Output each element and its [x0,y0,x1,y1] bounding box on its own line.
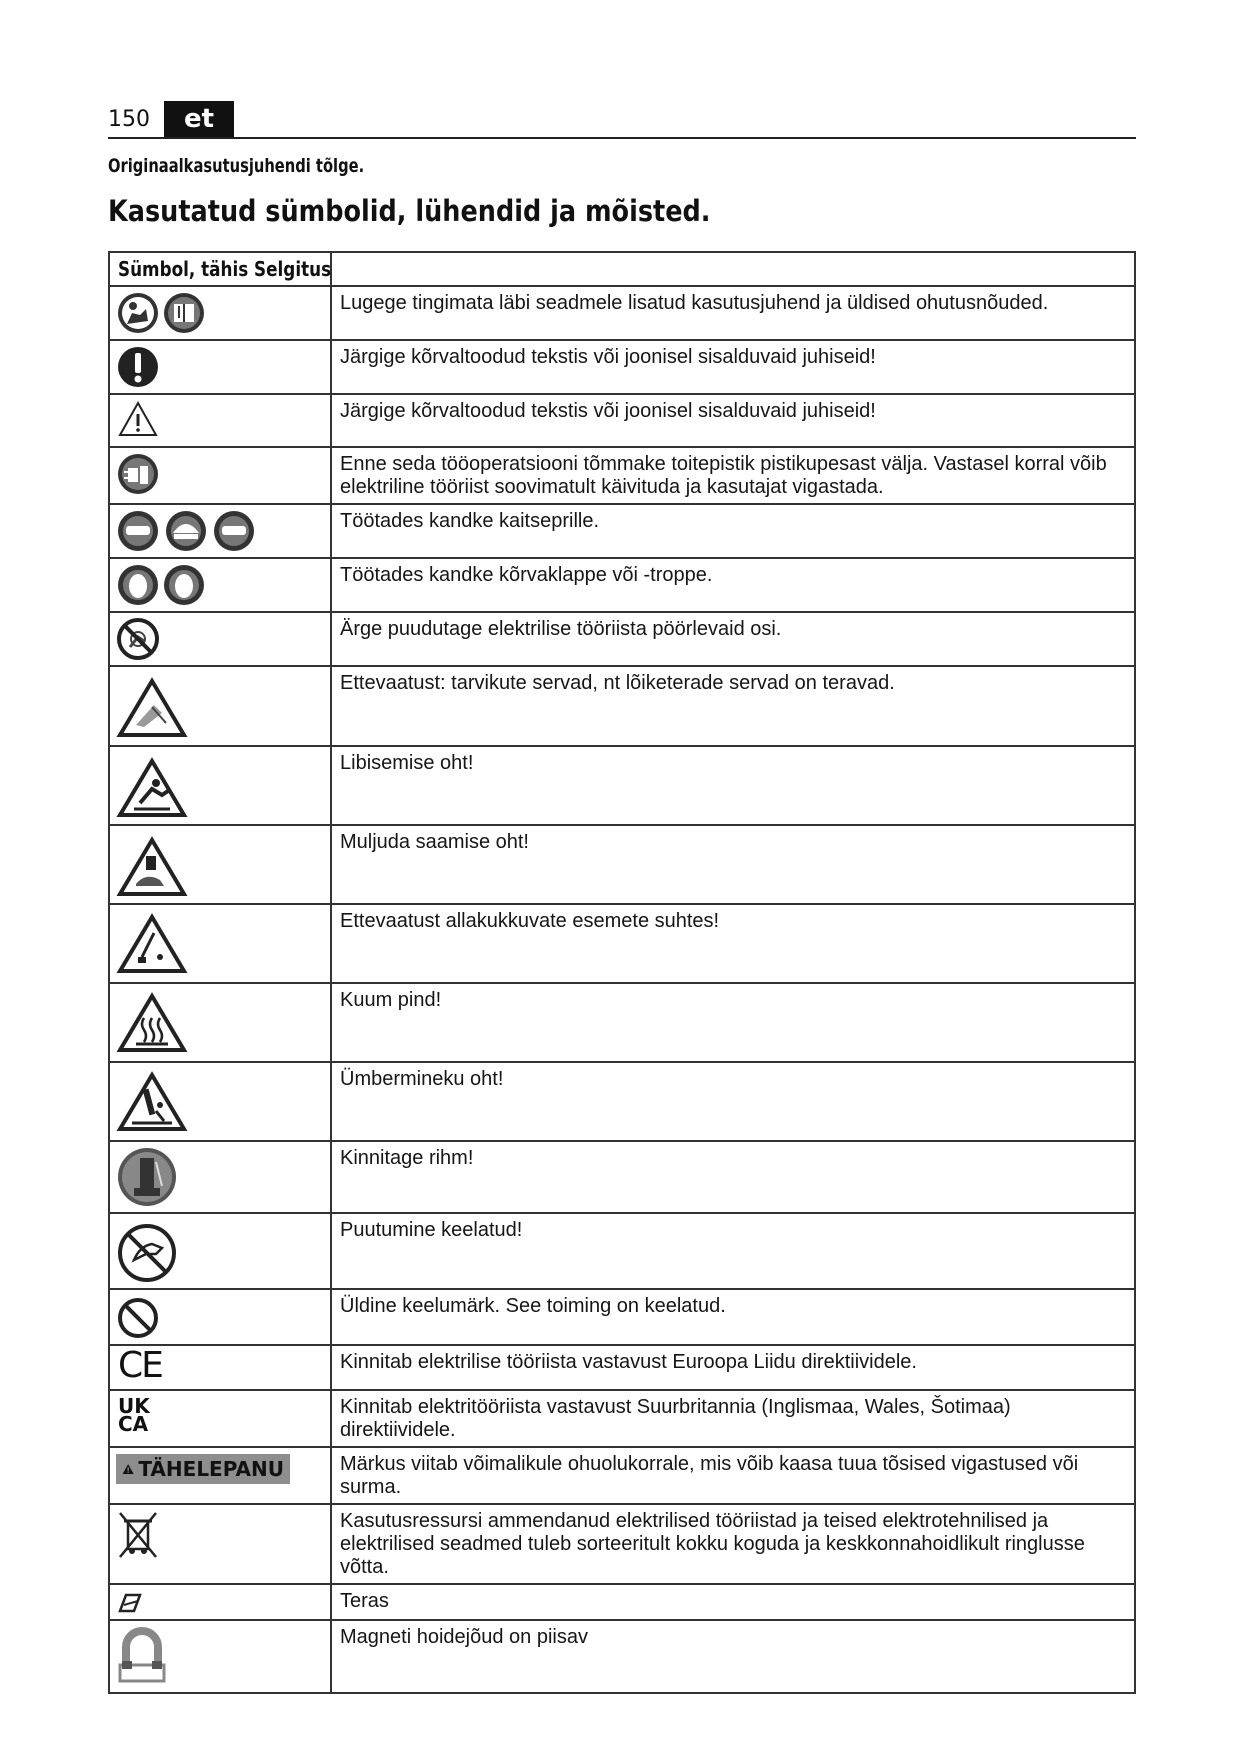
row-description: Libisemise oht! [331,746,1135,825]
symbols-table [108,251,1136,1694]
exclamation-icon [116,345,160,389]
row-description: Teras [331,1584,1135,1620]
page-number: 150 [108,107,150,132]
table-row [109,1447,1135,1504]
table-row [109,340,1135,394]
table-row [109,904,1135,983]
table-row [109,825,1135,904]
ukca-mark-icon: UK CA [118,1394,150,1436]
tipping-icon [116,1071,188,1133]
table-row [109,286,1135,340]
read-manual-icon [116,291,208,335]
row-description: Kinnitab elektritööriista vastavust Suurbritannia (Inglismaa, Wales, Šotimaa) direktiividele. [331,1390,1135,1447]
attention-label-icon: TÄHELEPANU [116,1454,290,1484]
document-subtitle: Originaalkasutusjuhendi tõlge. [108,155,365,177]
table-header-cell: Sümbol, tähis Selgitus [109,252,331,286]
steel-icon [116,1591,144,1615]
unplug-icon [116,452,160,496]
row-description: Lugege tingimata läbi seadmele lisatud kasutusjuhend ja üldised ohutusnõuded. [331,286,1135,340]
table-row [109,612,1135,666]
row-description: Järgige kõrvaltoodud tekstis või joonisel sisalduvaid juhiseid! [331,340,1135,394]
prohibition-icon [116,1296,160,1340]
no-touching-icon [116,1222,178,1284]
fasten-strap-icon [116,1146,178,1208]
crushing-icon [116,836,188,898]
row-description: Kuum pind! [331,983,1135,1062]
table-row [109,746,1135,825]
warning-triangle-icon [116,399,160,439]
row-description: Muljuda saamise oht! [331,825,1135,904]
table-row [109,1390,1135,1447]
page-header [108,101,1136,139]
table-header-empty [331,252,1135,286]
warning-triangle-icon [122,1460,134,1478]
protective-goggles-icon [116,509,256,553]
row-description: Ärge puudutage elektrilise tööriista pöörlevaid osi. [331,612,1135,666]
table-row [109,558,1135,612]
ce-mark-icon: CE [118,1345,162,1386]
row-description: Enne seda tööoperatsiooni tõmmake toitepistik pistikupesast välja. Vastasel korral võib elektriline tööriist soovimatult käivituda ja kasutajat vigastada. [331,447,1135,504]
language-badge: et [164,101,234,137]
table-row [109,1141,1135,1213]
row-description: Töötades kandke kõrvaklappe või -troppe. [331,558,1135,612]
weee-bin-icon [116,1509,160,1561]
table-row [109,1345,1135,1390]
row-description: Ettevaatust: tarvikute servad, nt lõiketerade servad on teravad. [331,666,1135,746]
row-description: Töötades kandke kaitseprille. [331,504,1135,558]
slipping-icon [116,757,188,819]
table-row [109,504,1135,558]
row-description: Ettevaatust allakukkuvate esemete suhtes! [331,904,1135,983]
table-row [109,1062,1135,1141]
ear-protection-icon [116,563,208,607]
table-row [109,1289,1135,1345]
row-description: Magneti hoidejõud on piisav [331,1620,1135,1693]
row-description: Järgige kõrvaltoodud tekstis või joonisel sisalduvaid juhiseid! [331,394,1135,447]
row-description: Üldine keelumärk. See toiming on keelatud. [331,1289,1135,1345]
table-row [109,1584,1135,1620]
no-touch-rotating-icon [116,617,160,661]
row-description: Kinnitage rihm! [331,1141,1135,1213]
row-description: Kasutusressursi ammendanud elektrilised tööriistad ja teised elektrotehnilised ja elektrilised seadmed tuleb sorteeritult kokku koguda ja keskkonnahoidlikult ringlusse võtta. [331,1504,1135,1584]
row-description: Kinnitab elektrilise tööriista vastavust Euroopa Liidu direktiividele. [331,1345,1135,1390]
table-row [109,983,1135,1062]
table-row [109,1620,1135,1693]
table-row [109,1504,1135,1584]
table-header-row [109,252,1135,286]
row-description: Puutumine keelatud! [331,1213,1135,1289]
table-row [109,1213,1135,1289]
section-heading: Kasutatud sümbolid, lühendid ja mõisted. [108,194,711,228]
table-row [109,447,1135,504]
falling-objects-icon [116,913,188,975]
sharp-edges-icon [116,677,188,739]
row-description: Märkus viitab võimalikule ohuolukorrale, mis võib kaasa tuua tõsised vigastused või surma. [331,1447,1135,1504]
magnet-icon [116,1625,168,1687]
row-description: Ümbermineku oht! [331,1062,1135,1141]
table-row [109,394,1135,447]
hot-surface-icon [116,992,188,1054]
table-row [109,666,1135,746]
